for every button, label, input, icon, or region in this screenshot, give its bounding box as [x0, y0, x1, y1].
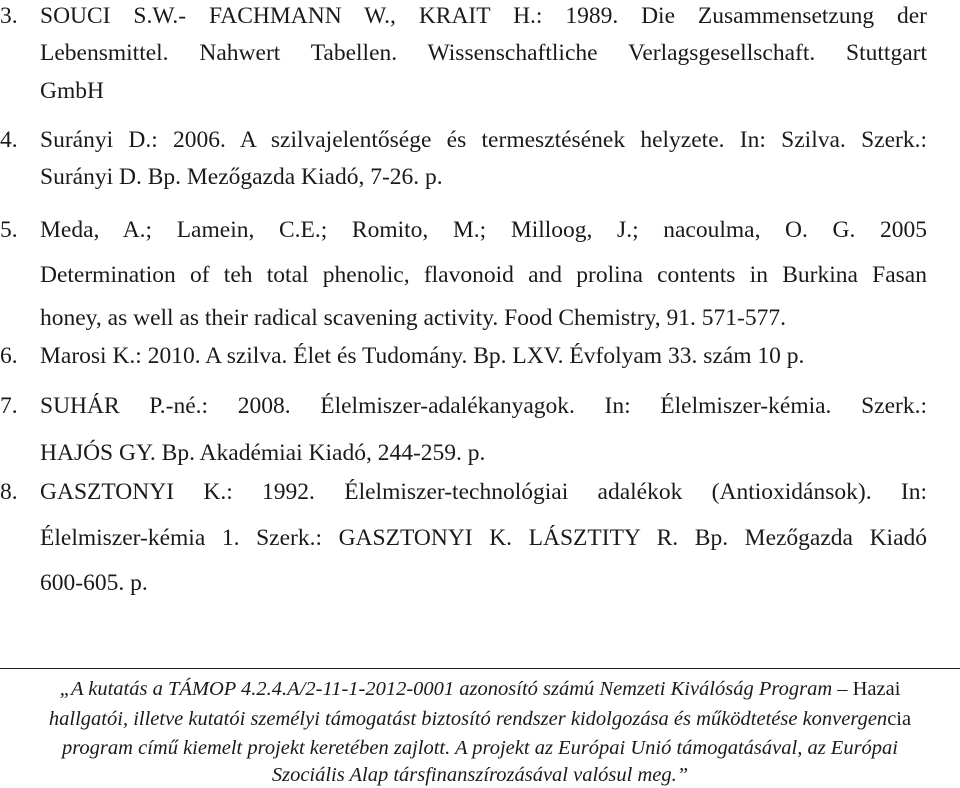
reference-5-text: Meda, A.; Lamein, C.E.; Romito, M.; Milloog, J.; nacoulma, O. G. 2005 [40, 217, 927, 243]
reference-3-text: GmbH [40, 78, 104, 104]
reference-8-number: 8. [0, 479, 18, 505]
footer-line-2-italic: hallgatói, illetve kutatói személyi támogatást biztosító rendszer kidolgozása és működtetése konvergen [48, 708, 888, 730]
reference-4-text: Surányi D. Bp. Mezőgazda Kiadó, 7-26. p. [40, 164, 443, 190]
footer-line-1-italic: „A kutatás a TÁMOP 4.2.4.A/2-11-1-2012-0001 azonosító számú Nemzeti Kiválóság Program – [59, 678, 848, 700]
reference-5-number: 5. [0, 217, 18, 243]
reference-3-text: SOUCI S.W.- FACHMANN W., KRAIT H.: 1989. Die Zusammensetzung der [40, 3, 927, 29]
footer-line-3: program című kiemelt projekt keretében zajlott. A projekt az Európai Unió támogatásával, az Európai [61, 737, 899, 759]
reference-4-text: Surányi D.: 2006. A szilvajelentősége és termesztésének helyzete. In: Szilva. Szerk.: [40, 127, 927, 153]
reference-3-text: Lebensmittel. Nahwert Tabellen. Wissenschaftliche Verlagsgesellschaft. Stuttgart [40, 40, 927, 66]
reference-6-number: 6. [0, 343, 18, 369]
footer-line-2-regular: cia [887, 708, 912, 730]
reference-8-text: GASZTONYI K.: 1992. Élelmiszer-technológiai adalékok (Antioxidánsok). In: [40, 479, 927, 505]
footer-line-1 [0, 676, 960, 702]
footer-line-2 [0, 706, 960, 732]
reference-3-number: 3. [0, 3, 18, 29]
footer-line-1-regular: Hazai [847, 678, 901, 700]
reference-8-text: 600-605. p. [40, 570, 148, 596]
reference-7-text: SUHÁR P.-né.: 2008. Élelmiszer-adalékanyagok. In: Élelmiszer-kémia. Szerk.: [40, 393, 927, 419]
reference-5-text: honey, as well as their radical scavening activity. Food Chemistry, 91. 571-577. [40, 305, 786, 331]
footer-divider [0, 668, 960, 669]
footer-line-4: Szociális Alap társfinanszírozásával valósul meg.” [271, 764, 689, 786]
reference-7-text: HAJÓS GY. Bp. Akadémiai Kiadó, 244-259. p. [40, 440, 486, 466]
reference-5-text: Determination of teh total phenolic, flavonoid and prolina contents in Burkina Fasan [40, 262, 927, 288]
reference-6-text: Marosi K.: 2010. A szilva. Élet és Tudomány. Bp. LXV. Évfolyam 33. szám 10 p. [40, 343, 805, 369]
reference-4-number: 4. [0, 127, 18, 153]
reference-7-number: 7. [0, 393, 18, 419]
reference-8-text: Élelmiszer-kémia 1. Szerk.: GASZTONYI K. LÁSZTITY R. Bp. Mezőgazda Kiadó [40, 525, 927, 551]
